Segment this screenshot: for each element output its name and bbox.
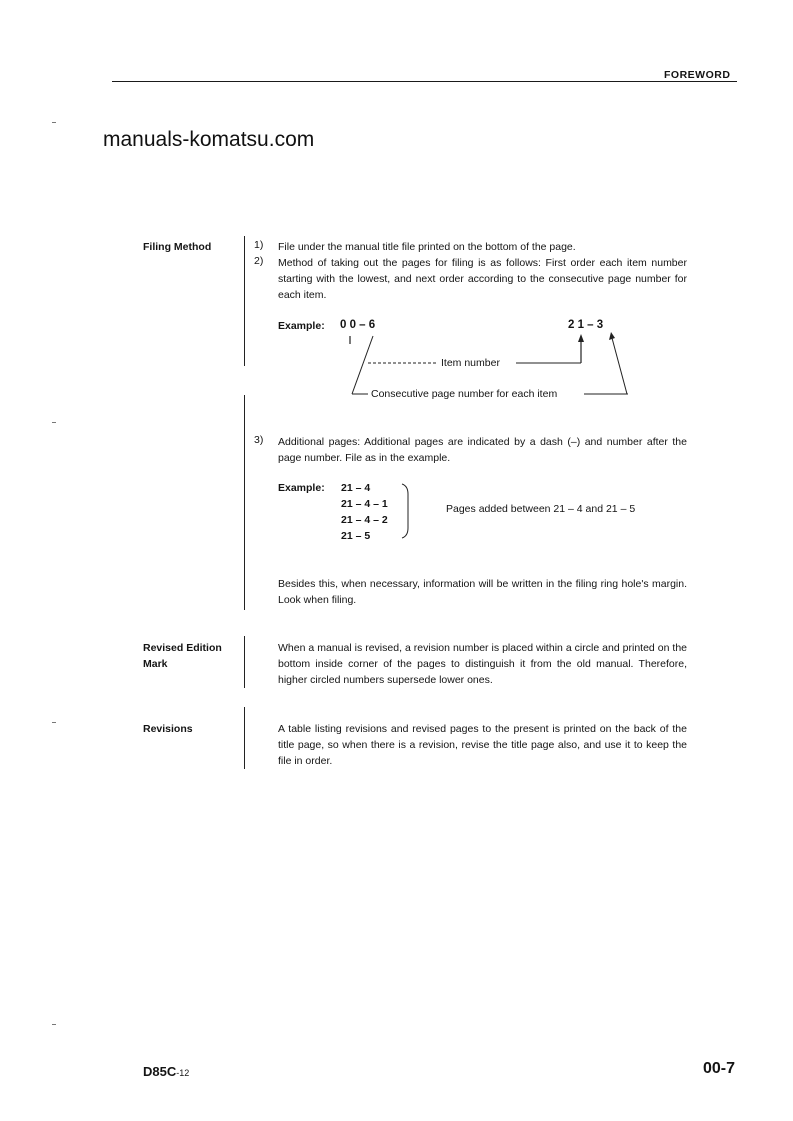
vertical-rule [244, 707, 245, 769]
filing-item-2: Method of taking out the pages for filing is as follows: First order each item number starting with the lowest, and next order according to the consecutive page number for each item. [278, 257, 687, 301]
margin-speck [52, 422, 56, 423]
revisions-label: Revisions [143, 723, 193, 735]
item-number-label: Item number [441, 357, 500, 369]
example-code-a: 0 0 – 6 [340, 319, 376, 331]
watermark-text: manuals-komatsu.com [103, 128, 315, 151]
filing-item-3: Additional pages: Additional pages are indicated by a dash (–) and number after the page number. File as in the example. [278, 436, 687, 464]
revisions-paragraph: A table listing revisions and revised pages to the present is printed on the back of the title page, so when there is a revision, revise the title page also, and use it to keep the file in order. [278, 723, 687, 767]
filing-method-label: Filing Method [143, 241, 212, 253]
besides-paragraph: Besides this, when necessary, information will be written in the filing ring hole's margin. Look when filing. [278, 578, 687, 606]
vertical-rule [244, 236, 245, 366]
example-row: 21 – 4 – 2 [341, 514, 388, 526]
example-code-b: 2 1 – 3 [568, 319, 604, 331]
margin-speck [52, 122, 56, 123]
example-label: Example: [278, 320, 325, 332]
brace [400, 482, 410, 540]
added-pages-note: Pages added between 21 – 4 and 21 – 5 [446, 503, 636, 515]
revised-edition-label-line1: Revised Edition [143, 642, 222, 654]
example-row: 21 – 4 [341, 482, 371, 494]
example-row: 21 – 5 [341, 530, 371, 542]
consecutive-page-label: Consecutive page number for each item [371, 388, 558, 400]
filing-item-1: File under the manual title file printed on the bottom of the page. [278, 241, 576, 253]
margin-speck [52, 722, 56, 723]
vertical-rule [244, 636, 245, 688]
header-rule [112, 81, 737, 82]
page-number: 00-7 [703, 1060, 736, 1077]
vertical-rule [244, 395, 245, 610]
item-number: 1) [254, 239, 264, 251]
revised-edition-label-line2: Mark [143, 658, 168, 670]
model-suffix: -12 [176, 1068, 190, 1078]
example-label: Example: [278, 482, 325, 494]
example-diagram [330, 318, 640, 408]
example-row: 21 – 4 – 1 [341, 498, 388, 510]
revised-edition-label [143, 640, 222, 672]
margin-speck [52, 1024, 56, 1025]
item-number: 3) [254, 434, 264, 446]
revised-edition-paragraph: When a manual is revised, a revision number is placed within a circle and printed on the bottom inside corner of the pages to distinguish it from the old manual. Therefore, higher circled numbers supersede lower ones. [278, 642, 687, 686]
item-number: 2) [254, 255, 264, 267]
model-code: D85C [143, 1064, 177, 1079]
footer-model [143, 1064, 189, 1079]
section-title: FOREWORD [664, 69, 731, 81]
